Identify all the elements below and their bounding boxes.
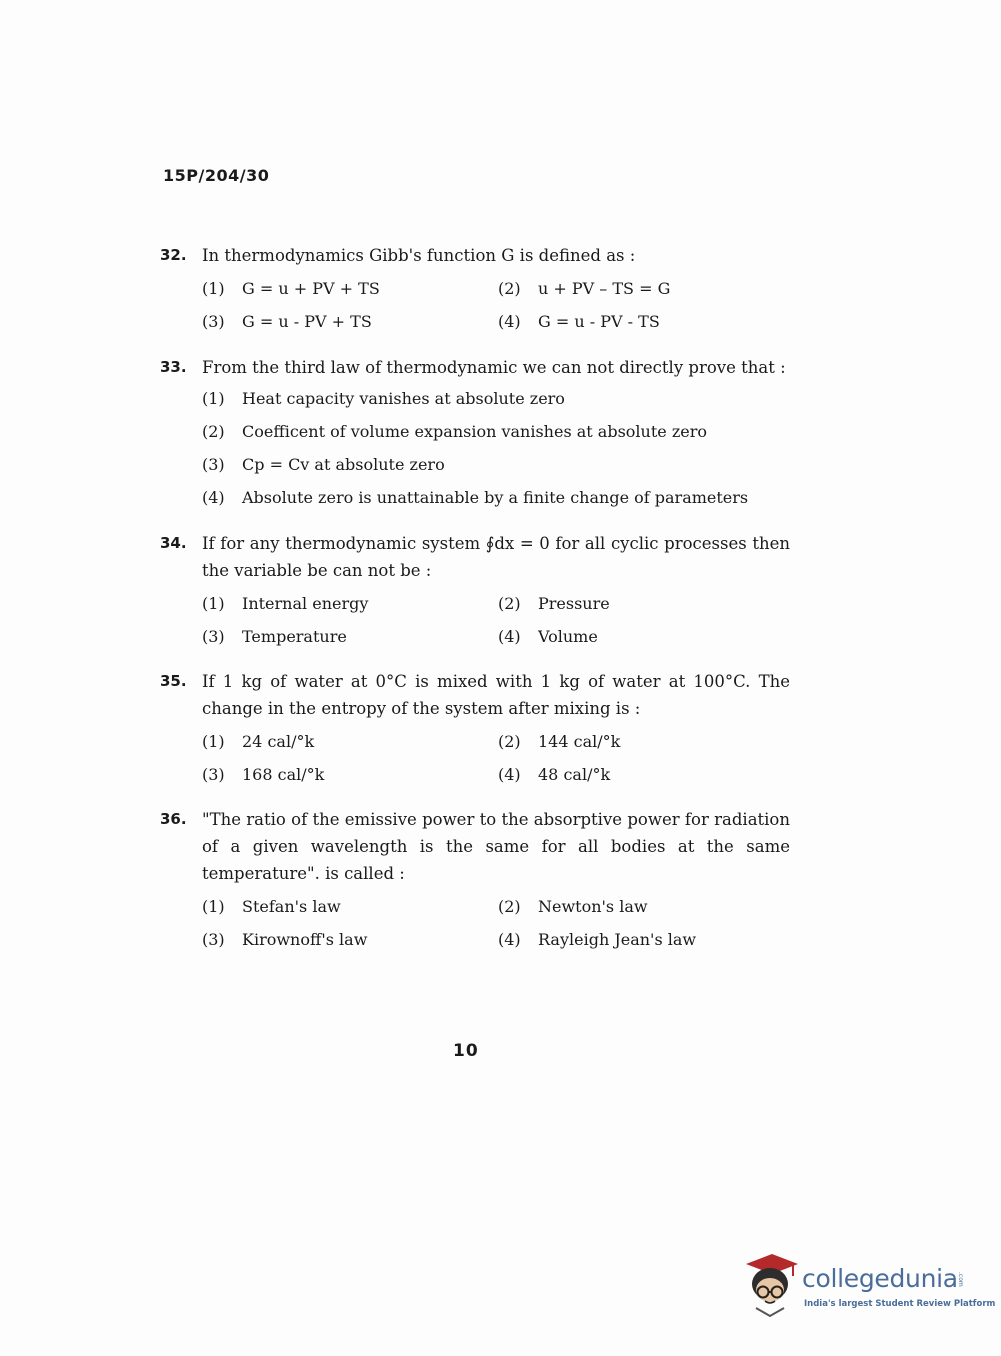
option (202, 623, 498, 650)
option-number: (2) (498, 279, 521, 298)
option (498, 308, 788, 335)
question-number: 35. (160, 672, 187, 690)
option-number: (3) (202, 765, 225, 784)
option-number: (3) (202, 455, 225, 474)
question-text: From the third law of thermodynamic we can not directly prove that : (202, 358, 786, 377)
options (202, 275, 790, 335)
question-number: 34. (160, 534, 187, 552)
option (498, 926, 788, 953)
option-text: u + PV – TS = G (538, 279, 671, 298)
option-number: (1) (202, 389, 225, 408)
option-text: Coefficent of volume expansion vanishes at absolute zero (242, 422, 708, 441)
option (202, 385, 790, 412)
option (202, 893, 498, 920)
option-text: G = u - PV + TS (242, 312, 372, 331)
option-text: Heat capacity vanishes at absolute zero (242, 389, 565, 408)
option (498, 728, 788, 755)
option-text: 144 cal/°k (538, 732, 621, 751)
option-text: Temperature (242, 627, 347, 646)
option (202, 418, 790, 445)
option (202, 451, 790, 478)
collegedunia-logo[interactable] (742, 1250, 996, 1320)
option (202, 761, 498, 788)
option (498, 623, 788, 650)
option-text: 168 cal/°k (242, 765, 325, 784)
question-number: 33. (160, 358, 187, 376)
option-number: (4) (498, 312, 521, 331)
option (498, 761, 788, 788)
logo-tagline: India's largest Student Review Platform (804, 1299, 996, 1309)
option-number: (2) (498, 732, 521, 751)
option-number: (4) (498, 765, 521, 784)
option-text: Volume (538, 627, 598, 646)
option (202, 484, 790, 511)
option-text: Cp = Cv at absolute zero (242, 455, 445, 474)
option-number: (4) (498, 930, 521, 949)
option (498, 590, 788, 617)
question-text: If for any thermodynamic system ∮dx = 0 for all cyclic processes then the variable be can not be : (202, 534, 790, 580)
option (498, 893, 788, 920)
option-text: Newton's law (538, 897, 648, 916)
option-number: (4) (202, 488, 225, 507)
option (202, 728, 498, 755)
paper-code: 15P/204/30 (163, 166, 270, 185)
option-number: (1) (202, 279, 225, 298)
option-text: Kirownoff's law (242, 930, 368, 949)
option-text: G = u - PV - TS (538, 312, 660, 331)
option-number: (1) (202, 732, 225, 751)
question-33 (160, 354, 790, 517)
option-number: (1) (202, 594, 225, 613)
option-number: (2) (498, 594, 521, 613)
option-number: (2) (202, 422, 225, 441)
options (202, 893, 790, 953)
option-text: Absolute zero is unattainable by a finite change of parameters (242, 488, 749, 507)
option (202, 308, 498, 335)
option-text: G = u + PV + TS (242, 279, 380, 298)
option-number: (4) (498, 627, 521, 646)
option-text: Pressure (538, 594, 610, 613)
option-text: 24 cal/°k (242, 732, 315, 751)
logo-name: collegedunia (802, 1264, 958, 1293)
question-text: If 1 kg of water at 0°C is mixed with 1 kg of water at 100°C. The change in the entropy of the system after mixing is : (202, 672, 790, 718)
question-number: 36. (160, 810, 187, 828)
option-number: (3) (202, 312, 225, 331)
option-text: Rayleigh Jean's law (538, 930, 697, 949)
option-number: (1) (202, 897, 225, 916)
option (202, 275, 498, 302)
question-34 (160, 530, 790, 650)
option (202, 590, 498, 617)
option-number: (3) (202, 930, 225, 949)
option-text: Stefan's law (242, 897, 341, 916)
option-number: (2) (498, 897, 521, 916)
option-text: 48 cal/°k (538, 765, 611, 784)
option-text: Internal energy (242, 594, 369, 613)
options (202, 728, 790, 788)
option-number: (3) (202, 627, 225, 646)
question-35 (160, 668, 790, 788)
options (202, 385, 790, 511)
options (202, 590, 790, 650)
logo-suffix: .com (957, 1272, 964, 1287)
mascot-icon (742, 1250, 804, 1320)
question-text: "The ratio of the emissive power to the absorptive power for radiation of a given wavelength is the same for all bodies at the same temperature". is called : (202, 810, 790, 883)
page-number: 10 (453, 1041, 479, 1061)
question-number: 32. (160, 246, 187, 264)
question-32 (160, 242, 790, 335)
option (202, 926, 498, 953)
question-text: In thermodynamics Gibb's function G is defined as : (202, 246, 636, 265)
option (498, 275, 788, 302)
question-36 (160, 806, 790, 953)
